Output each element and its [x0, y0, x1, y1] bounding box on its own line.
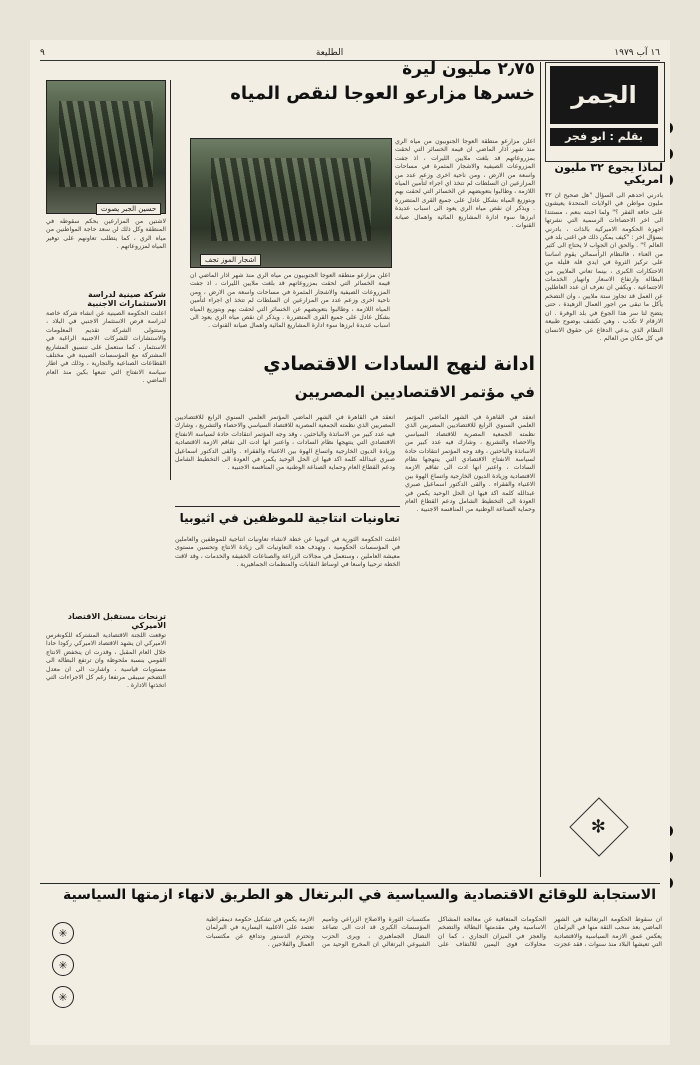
newspaper-page — [30, 40, 670, 1045]
ornament-star: ✳ — [52, 922, 74, 944]
photo-caption-small: حسين الجبر يصوت — [96, 203, 161, 215]
top-story-headline: خسرها مزارعو العوجا لنقص المياه — [230, 83, 535, 104]
column-byline: بقلم : ابو فجر — [550, 128, 658, 146]
bottom-rule — [40, 883, 660, 884]
top-story-kicker: ٢٫٧٥ مليون ليرة — [402, 59, 535, 79]
masthead-title: الجمر — [571, 81, 637, 109]
left-intro: لاشتين من المزارعين بحكم سقوطه في المنطقة وكل ذلك لن سعد حاجة المواطنين من مياه الري ، كما يتطلب تعاونهم على توفير المياه لمزروعاتهم . — [46, 218, 166, 251]
section-name: الطليعة — [315, 48, 344, 58]
ethiopia-rule — [175, 506, 400, 507]
conference-body: انعقد في القاهرة في الشهر الماضي المؤتمر العلمي السنوي الرابع للاقتصاديين المصريين الذي نظمته الجمعية المصرية للاقتصاد السياسي والاحصاء والتشريع ، وشارك فيه عدد كبير من الاساتذة والباحثين ، وقد وجه المؤتمر انتقادات حادة لسياسة الانفتاح الاقتصادي التي ينتهجها نظام السادات ، واعتبر انها ادت الى تفاقم الازمة الاقتصادية وزيادة الديون الخارجية واتساع الهوة بين الاغنياء والفقراء . والقى الدكتور اسماعيل صبري عبدالله كلمة اكد فيها ان الحل الوحيد يكمن في العودة الى التخطيط الشامل ودعم القطاع العام وحماية الصناعة الوطنية من المنافسة الاجنبية . — [405, 414, 535, 514]
bottom-body: ان سقوط الحكومة البرتغالية في الشهر الماضي بعد سحب الثقة منها في البرلمان يعكس عمق الازمة السياسية والاقتصادية التي تعيشها البلاد منذ سنوات ، فقد عجزت الحكومات المتعاقبة عن معالجة المشاكل الاساسية وفي مقدمتها البطالة والتضخم والعجز في الميزان التجاري ، كما ان محاولات قوى اليمين للالتفاف على مكتسبات الثورة والاصلاح الزراعي وتأميم المؤسسات الكبرى قد ادت الى تصاعد النضال الجماهيري ، ويرى الحزب الشيوعي البرتغالي ان المخرج الوحيد من الازمة يكمن في تشكيل حكومة ديمقراطية تعتمد على الاغلبية اليسارية في البرلمان وتحترم الدستور وتدافع عن مكتسبات العمال والفلاحين . — [206, 916, 662, 949]
column-divider — [540, 62, 541, 877]
page-header — [40, 46, 660, 61]
china-section-body: اعلنت الحكومة الصينية عن انشاء شركة خاصة لدراسة فرص الاستثمار الاجنبي في البلاد ، وستتولى الشركة تقديم المعلومات والاستشارات للشركات الاجنبية الراغبة في الاستثمار ، كما ستعمل على تنسيق المشاريع المشتركة مع المؤسسات الصينية في مختلف القطاعات الصناعية والتجارية ، وذلك في اطار سياسة الانفتاح التي تتبعها بكين منذ العام الماضي . — [46, 310, 166, 385]
column-masthead — [550, 66, 658, 124]
top-story-body-continued: اعلن مزارعو منطقة العوجا الجنوبيون من مياه الري منذ شهر آذار الماضي ان قيمة الخسائر التي لحقت بمزروعاتهم قد بلغت ملايين الليرات ، اذ جفت المزروعات الصيفية والاشجار المثمرة في مساحات واسعة من الارض ، ومن ناحية اخرى وزعم عدد من المزارعين ان السلطات لم تتخذ اي اجراء لتأمين المياه اللازمة ، وطالبوا بتعويضهم عن الخسائر التي لحقت بهم وبتوزيع المياه بشكل عادل على جميع القرى المتضررة . ويذكر ان نقص مياه الري يعود الى اسباب عديدة ابرزها سوء ادارة المشاريع المائية واهمال صيانة القنوات . — [190, 272, 390, 330]
ethiopia-body: اعلنت الحكومة الثورية في اثيوبيا عن خطة لانشاء تعاونيات انتاجية للموظفين والعاملين في المؤسسات الحكومية ، وتهدف هذه التعاونيات الى زيادة الانتاج وتحسين مستوى معيشة العاملين ، وستعمل في مجالات الزراعة والصناعات الخفيفة والخدمات ، وقد لاقت الخطة ترحيبا واسعا في اوساط النقابات والمنظمات الجماهيرية . — [175, 536, 400, 569]
column-headline: لماذا يجوع ٣٢ مليون امريكي — [554, 161, 663, 187]
issue-date: ١٦ آب ١٩٧٩ — [614, 48, 660, 58]
farm-photo-small — [46, 80, 166, 214]
conference-body-left: انعقد في القاهرة في الشهر الماضي المؤتمر العلمي السنوي الرابع للاقتصاديين المصريين الذي نظمته الجمعية المصرية للاقتصاد السياسي والاحصاء والتشريع ، وشارك فيه عدد كبير من الاساتذة والباحثين ، وقد وجه المؤتمر انتقادات حادة لسياسة الانفتاح الاقتصادي التي ينتهجها نظام السادات ، واعتبر انها ادت الى تفاقم الازمة الاقتصادية وزيادة الديون الخارجية واتساع الهوة بين الاغنياء والفقراء . والقى الدكتور اسماعيل صبري عبدالله كلمة اكد فيها ان الحل الوحيد يكمن في العودة الى التخطيط الشامل ودعم القطاع العام وحماية الصناعة الوطنية من المنافسة الاجنبية . — [175, 414, 395, 472]
snowflake-ornament: ✻ — [569, 797, 628, 856]
farm-photo-large — [190, 138, 392, 268]
bottom-headline: الاستجابة للوقائع الاقتصادية والسياسية في البرتغال هو الطريق لانهاء ازمتها السياسية — [62, 887, 656, 903]
photo-caption-large: اشجار الموز تجف — [200, 254, 261, 266]
ethiopia-headline: تعاونيات انتاجية للموظفين في اثيوبيا — [179, 511, 400, 525]
conference-headline: ادانة لنهج السادات الاقتصادي — [263, 353, 535, 375]
ornament-star: ✳ — [52, 954, 74, 976]
us-economy-title: ترنحات مستقبل الاقتصاد الاميركي — [67, 612, 166, 630]
page-number: ٩ — [40, 48, 45, 58]
top-story-body: اعلن مزارعو منطقة العوجا الجنوبيون من مياه الري منذ شهر آذار الماضي ان قيمة الخسائر التي لحقت بمزروعاتهم قد بلغت ملايين الليرات ، اذ جفت المزروعات الصيفية والاشجار المثمرة في مساحات واسعة من الارض ، ومن ناحية اخرى وزعم عدد من المزارعين ان السلطات لم تتخذ اي اجراء لتأمين المياه اللازمة ، وطالبوا بتعويضهم عن الخسائر التي لحقت بهم وبتوزيع المياه بشكل عادل على جميع القرى المتضررة . ويذكر ان نقص مياه الري يعود الى اسباب عديدة ابرزها سوء ادارة المشاريع المائية واهمال صيانة القنوات . — [395, 138, 535, 230]
us-economy-body: توقعت اللجنة الاقتصادية المشتركة للكونغرس الاميركي ان يشهد الاقتصاد الاميركي ركودا حادا خلال العام المقبل ، وقدرت ان ينخفض الانتاج القومي بنسبة ملحوظة وان ترتفع البطالة الى مستويات قياسية ، واشارت الى ان معدل التضخم سيبقى مرتفعا رغم كل الاجراءات التي اتخذتها الادارة . — [46, 632, 166, 690]
column-body: بادرني احدهم الى السؤال "هل صحيح ان ٣٢ مليون مواطن في الولايات المتحدة يعيشون على حافة الفقر ؟" ولما اجبته بنعم ، مستندا الى اخر الاحصاءات الرسمية التي نشرتها اجهزة الحكومة الاميركية بالذات ، بادرني بسؤال اخر : "كيف يمكن ذلك في اغنى بلد في العالم ؟" . والحق ان الجواب لا يحتاج الى كثير من العناء ، فالنظام الرأسمالي يقوم اساسا على تركيز الثروة في ايدي قلة قليلة من الاحتكارات الكبرى ، بينما تعاني الملايين من البطالة وارتفاع الاسعار وانهيار الخدمات الاجتماعية . ويكفي ان نعرف ان عدد العاطلين عن العمل قد تجاوز ستة ملايين ، وان التضخم يأكل ما تبقى من اجور العمال الزهيدة ، حتى يتضح لنا سر هذا الجوع في بلد الوفرة . ان الارقام لا تكذب ، وهي تكشف بوضوح طبيعة النظام الذي يدعي الدفاع عن حقوق الانسان في كل مكان من العالم . — [545, 192, 663, 342]
china-section-title: شركة صينية لدراسة الاستثمارات الاجنبية — [87, 290, 166, 308]
ornament-star: ✳ — [52, 986, 74, 1008]
left-divider — [170, 80, 171, 480]
conference-subhead: في مؤتمر الاقتصاديين المصريين — [294, 383, 535, 401]
